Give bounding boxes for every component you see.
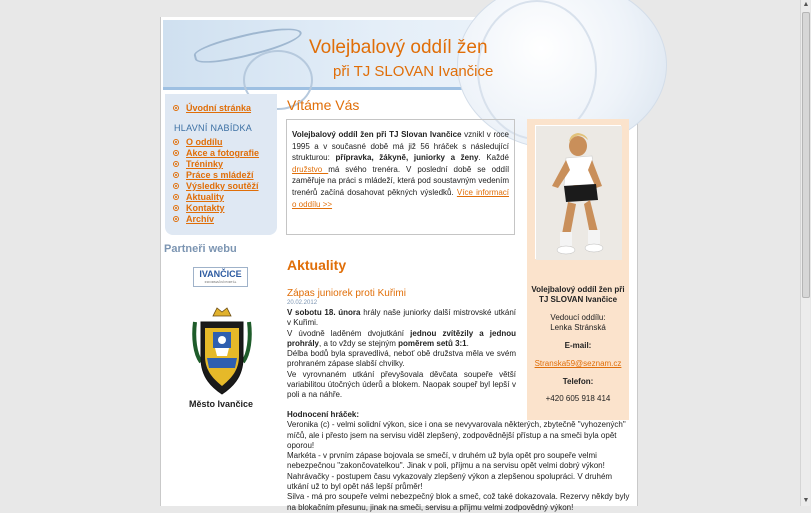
sidebar-item-youth[interactable] [173,170,254,181]
email-link[interactable]: Stranska59@seznam.cz [534,359,622,368]
bullet-icon [173,161,179,167]
sidebar-item-label[interactable]: Úvodní stránka [186,103,252,113]
news-bold: jednou zvítězily a jednou prohrály [287,328,516,348]
ivancice-portal-logo[interactable] [193,267,248,287]
page-title: Vítáme Vás [287,97,360,113]
sidebar-item-results[interactable] [173,181,259,192]
sidebar-item-archive[interactable] [173,214,214,225]
sidebar-item-label[interactable]: Tréninky [186,159,224,169]
sidebar-menu [165,94,277,235]
phone-number: +420 605 918 414 [545,394,611,403]
intro-structure: přípravka, žákyně, juniorky a ženy [335,153,479,163]
bullet-icon [173,139,179,145]
contact-box [527,119,629,420]
bullet-icon [173,216,179,222]
bullet-icon [173,105,179,111]
intro-text: vznikl v roce 1995 a v současné době má již 56 hráček s následující strukturou: [292,130,510,163]
news-bold: V sobotu 18. února [287,308,361,317]
evaluation-heading: Hodnocení hráček: [287,410,360,419]
city-label: Město Ivančice [189,399,254,409]
sidebar-item-label[interactable]: Akce a fotografie [186,148,260,158]
leader-label: Vedoucí oddílu: [550,313,606,322]
sidebar-item-events[interactable] [173,148,259,159]
news-title[interactable]: Zápas juniorek proti Kuřimi [287,288,406,299]
site-title: Volejbalový oddíl žen [309,37,488,58]
partners-heading: Partneři webu [164,243,237,255]
news-heading: Aktuality [287,257,347,273]
sidebar-item-trainings[interactable] [173,159,223,170]
email-label: E-mail: [564,341,592,350]
bullet-icon [173,150,179,156]
scroll-thumb[interactable] [802,12,810,298]
news-text: Délba bodů byla spravedlivá, neboť obě družstva měla ve svém prohraném zápase slabší chvilky. [287,349,516,369]
player-evaluation [287,410,633,513]
site-header [163,20,637,90]
city-crest-icon[interactable] [191,298,253,396]
vertical-scrollbar[interactable] [800,0,810,506]
team-link[interactable]: družstvo [292,164,329,174]
news-text: , a to vždy se stejným [319,338,399,348]
sidebar-item-label[interactable]: Aktuality [186,192,225,202]
news-text: hrály naše juniorky další mistrovské utkání v Kuřimi. [287,308,516,328]
more-info-link[interactable]: Více informací o oddílu >> [292,187,509,209]
sidebar-item-label[interactable]: Výsledky soutěží [186,181,259,191]
sidebar-item-contacts[interactable] [173,203,225,214]
intro-text: má svého trenéra. V poslední době se oddíl zaměřuje na práci s mládeží, která pod soustavným vedením trenérů začíná dosahovat pěkných výsledků. [292,164,509,197]
bullet-icon [173,205,179,211]
news-bold: poměrem setů 3:1 [398,338,467,348]
logo-text: IVANČICE [199,269,242,279]
news-body [287,308,516,401]
player-photo [535,125,621,259]
bullet-icon [173,194,179,200]
sidebar-item-label[interactable]: Kontakty [186,203,225,213]
bullet-icon [173,183,179,189]
sidebar-item-label[interactable]: Archív [186,214,215,224]
logo-subtext: INFORMAČNÍ PORTÁL [204,280,237,284]
news-text: Ve vyrovnaném utkání převyšovala děvčata soupeře větší variabilitou útočných úderů a blokem. Naopak soupeř byl lepší v poli a na náhře. [287,369,516,400]
scroll-down-icon[interactable]: ▼ [802,497,810,504]
bullet-icon [173,172,179,178]
evaluation-text: Veronika (c) - velmi solidní výkon, sice i ona se nevyvarovala některých, zbytečně "vyhozených" míčů, ale i přesto jsem na servisu viděl zlepšený, zodpovědnější přístup a na smeči byla opět oporou! [287,420,626,450]
player-image [536,126,622,260]
phone-label: Telefon: [562,377,594,386]
intro-text: . Každé [478,153,510,163]
evaluation-text: Nahrávačky - postupem času vykazovaly zlepšený výkon a zlepšenou spolupráci. V druhém utkání už to byl opět náš lepší průměr! [287,471,613,492]
news-text: . [466,338,469,348]
sidebar-item-news[interactable] [173,192,224,203]
evaluation-text: Silva - má pro soupeře velmi nebezpečný blok a smeč, což také dokazovala. Rezervy někdy byly na blokačním přesunu, jinak na smeči, servisu a příjmu velmi zodpovědný výkon! [287,492,630,512]
sidebar-item-label[interactable]: O oddílu [186,137,223,147]
news-date: 20.02.2012 [287,300,318,306]
sidebar-item-about[interactable] [173,137,223,148]
menu-heading: HLAVNÍ NABÍDKA [174,123,253,133]
scroll-up-icon[interactable]: ▲ [802,1,810,8]
leader-name: Lenka Stránská [550,323,606,332]
evaluation-text: Markéta - v prvním zápase bojovala se smečí, v druhém už byla opět pro soupeře velmi nebezpečnou "zakončovatelkou". Jinak v poli, příjmu a na servisu opět velmi dobrý výkon! [287,451,605,471]
page-container [160,17,638,512]
intro-box [286,119,515,235]
club-name: Volejbalový oddíl žen při TJ SLOVAN Ivančice [531,285,625,304]
news-text: V úvodně laděném dvojutkání [287,328,411,338]
intro-bold: Volejbalový oddíl žen při TJ Slovan Ivančice [292,130,462,139]
site-subtitle: při TJ SLOVAN Ivančice [333,63,494,80]
sidebar-item-label[interactable]: Práce s mládeží [186,170,254,180]
sidebar-item-home[interactable] [173,103,251,114]
